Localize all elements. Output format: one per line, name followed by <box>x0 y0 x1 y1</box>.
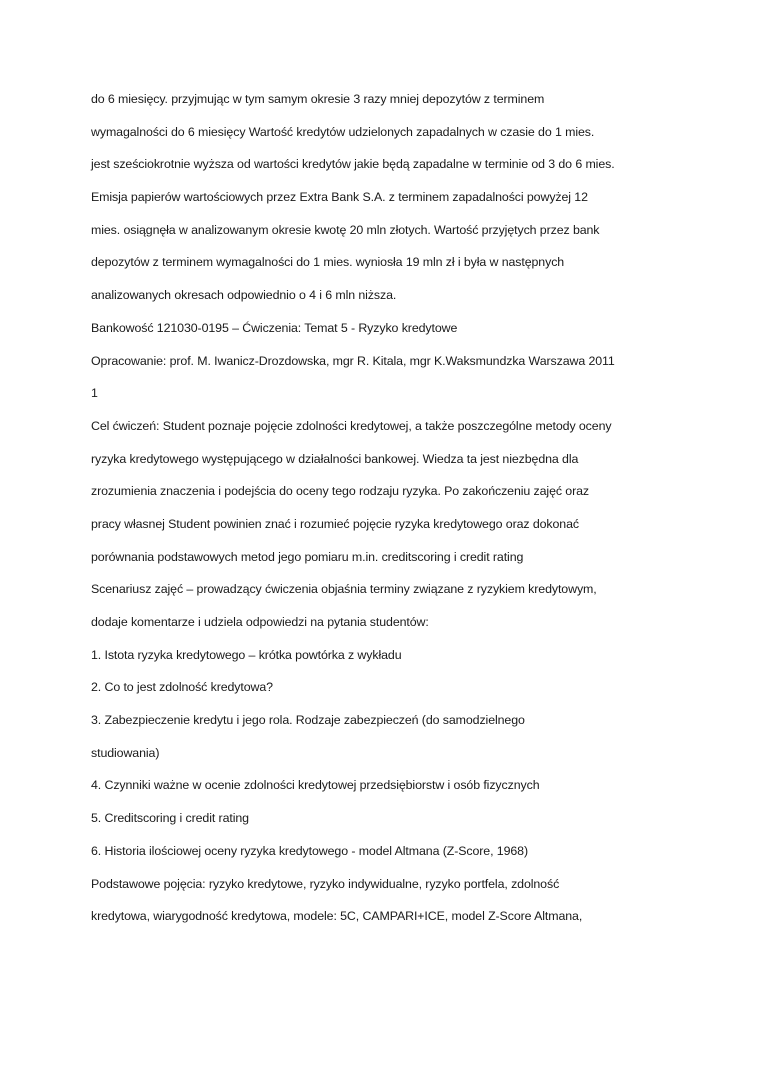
list-item: 6. Historia ilościowej oceny ryzyka kredytowego - model Altmana (Z-Score, 1968) <box>91 843 528 858</box>
text-line: kredytowa, wiarygodność kredytowa, modele: 5C, CAMPARI+ICE, model Z-Score Altmana, <box>91 909 583 924</box>
page-number: 1 <box>91 386 98 401</box>
text-line: Cel ćwiczeń: Student poznaje pojęcie zdolności kredytowej, a także poszczególne metody oceny <box>91 418 612 433</box>
text-line: zrozumienia znaczenia i podejścia do oceny tego rodzaju ryzyka. Po zakończeniu zajęć oraz <box>91 484 590 499</box>
text-line: mies. osiągnęła w analizowanym okresie kwotę 20 mln złotych. Wartość przyjętych przez bank <box>91 222 600 237</box>
authors-line: Opracowanie: prof. M. Iwanicz-Drozdowska, mgr R. Kitala, mgr K.Waksmundzka Warszawa 2011 <box>91 353 615 368</box>
text-line: depozytów z terminem wymagalności do 1 mies. wyniosła 19 mln zł i była w następnych <box>91 255 565 270</box>
document-body <box>91 89 691 939</box>
text-line: Podstawowe pojęcia: ryzyko kredytowe, ryzyko indywidualne, ryzyko portfela, zdolność <box>91 876 560 891</box>
list-item: 1. Istota ryzyka kredytowego – krótka powtórka z wykładu <box>91 647 402 662</box>
course-header-line: Bankowość 121030-0195 – Ćwiczenia: Temat 5 - Ryzyko kredytowe <box>91 320 458 335</box>
list-item: 3. Zabezpieczenie kredytu i jego rola. Rodzaje zabezpieczeń (do samodzielnego <box>91 713 525 728</box>
text-line: Scenariusz zajęć – prowadzący ćwiczenia objaśnia terminy związane z ryzykiem kredytowym, <box>91 582 597 597</box>
list-item: 5. Creditscoring i credit rating <box>91 811 249 826</box>
text-line: Emisja papierów wartościowych przez Extra Bank S.A. z terminem zapadalności powyżej 12 <box>91 190 588 205</box>
text-line: analizowanych okresach odpowiednio o 4 i 6 mln niższa. <box>91 288 397 303</box>
text-line: do 6 miesięcy. przyjmując w tym samym okresie 3 razy mniej depozytów z terminem <box>91 92 545 106</box>
list-item: 4. Czynniki ważne w ocenie zdolności kredytowej przedsiębiorstw i osób fizycznych <box>91 778 540 793</box>
list-item: 2. Co to jest zdolność kredytowa? <box>91 680 273 695</box>
text-line: wymagalności do 6 miesięcy Wartość kredytów udzielonych zapadalnych w czasie do 1 mies. <box>91 124 595 139</box>
list-item-continuation: studiowania) <box>91 745 160 760</box>
text-line: jest sześciokrotnie wyższa od wartości kredytów jakie będą zapadalne w terminie od 3 do 6 mies. <box>91 157 615 172</box>
text-line: pracy własnej Student powinien znać i rozumieć pojęcie ryzyka kredytowego oraz dokonać <box>91 516 579 531</box>
text-line: dodaje komentarze i udziela odpowiedzi na pytania studentów: <box>91 615 429 629</box>
text-line: porównania podstawowych metod jego pomiaru m.in. creditscoring i credit rating <box>91 549 524 564</box>
text-line: ryzyka kredytowego występującego w działalności bankowej. Wiedza ta jest niezbędna dla <box>91 451 579 466</box>
